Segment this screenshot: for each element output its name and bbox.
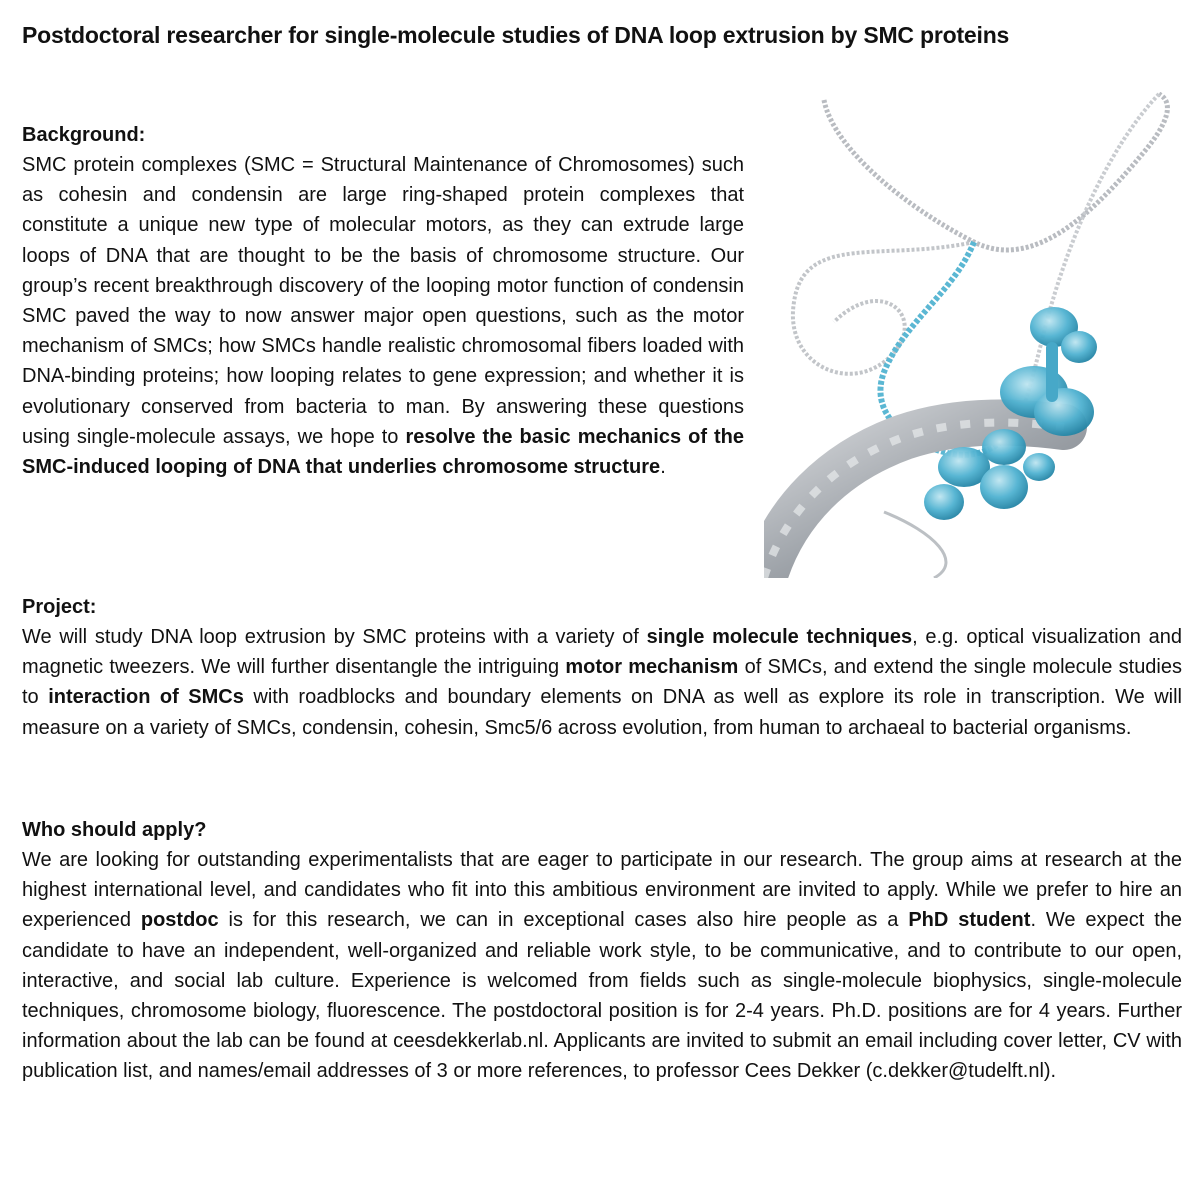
apply-section <box>22 815 1182 1087</box>
background-bold-text: resolve the basic mechanics of the SMC-induced looping of DNA that underlies chromosome structure <box>22 425 744 479</box>
apply-bold-2: PhD student <box>908 909 1031 932</box>
apply-text-2: is for this research, we can in exceptional cases also hire people as a <box>218 909 909 932</box>
project-heading: Project: <box>22 596 97 618</box>
background-heading: Background: <box>22 124 146 146</box>
project-section <box>22 592 1182 743</box>
project-text-3: of SMCs, and extend the single molecule studies to <box>22 656 1183 709</box>
background-text: SMC protein complexes (SMC = Structural Maintenance of Chromosomes) such as cohesin and condensin are large ring-shaped protein complexes that constitute a unique new type of molecular motors, as they can extrude large loops of DNA that are thought to be the basis of chromosome structure. Our group’s recent breakthrough discovery of the looping motor function of condensin SMC paved the way to now answer major open questions, such as the motor mechanism of SMCs; how SMCs handle realistic chromosomal fibers loaded with DNA-binding proteins; how looping relates to gene expression; and whether it is evolutionary conserved from bacteria to man. By answering these questions using single-molecule assays, we hope to <box>22 154 744 448</box>
project-bold-2: motor mechanism <box>565 656 739 679</box>
project-text-4: with roadblocks and boundary elements on DNA as well as explore its role in transcription. We will measure on a variety of SMCs, condensin, cohesin, Smc5/6 across evolution, from human to archaeal to bacterial organisms. <box>22 686 1183 739</box>
project-bold-1: single molecule techniques <box>646 626 913 648</box>
background-section <box>22 120 744 482</box>
background-text-end: . <box>660 456 666 479</box>
dna-loop-extrusion-image <box>764 92 1182 578</box>
smc-dna-illustration <box>764 92 1182 578</box>
project-paragraph <box>22 622 1182 743</box>
project-text-1: We will study DNA loop extrusion by SMC proteins with a variety of <box>22 626 647 648</box>
dna-strand-loop <box>793 242 974 374</box>
dna-strand-top <box>824 94 1167 250</box>
project-text-2: , e.g. optical visualization and magnetic tweezers. We will further disentangle the intriguing <box>22 626 1182 679</box>
page-title: Postdoctoral researcher for single-molecule studies of DNA loop extrusion by SMC proteins <box>22 22 1010 48</box>
background-paragraph <box>22 150 744 482</box>
apply-bold-1: postdoc <box>140 909 219 932</box>
project-bold-3: interaction of SMCs <box>48 686 244 709</box>
apply-paragraph <box>22 845 1182 1087</box>
dna-strand-arc <box>884 512 946 578</box>
apply-text-1: We are looking for outstanding experimentalists that are eager to participate in our research. The group aims at research at the highest international level, and candidates who fit into this ambitious environment are invited to apply. While we prefer to hire an experienced <box>22 849 1182 932</box>
apply-text-3: . We expect the candidate to have an independent, well-organized and reliable work style, to be communicative, and to contribute to our open, interactive, and social lab culture. Experience is welcomed from fields such as single-molecule biophysics, single-molecule techniques, chromosome biology, fluorescence. The postdoctoral position is for 2-4 years. Ph.D. positions are for 4 years. Further information about the lab can be found at ceesdekkerlab.nl. Applicants are invited to submit an email including cover letter, CV with publication list, and names/email addresses of 3 or more references, to professor Cees Dekker (c.dekker@tudelft.nl). <box>22 909 1183 1083</box>
apply-heading: Who should apply? <box>22 819 207 841</box>
